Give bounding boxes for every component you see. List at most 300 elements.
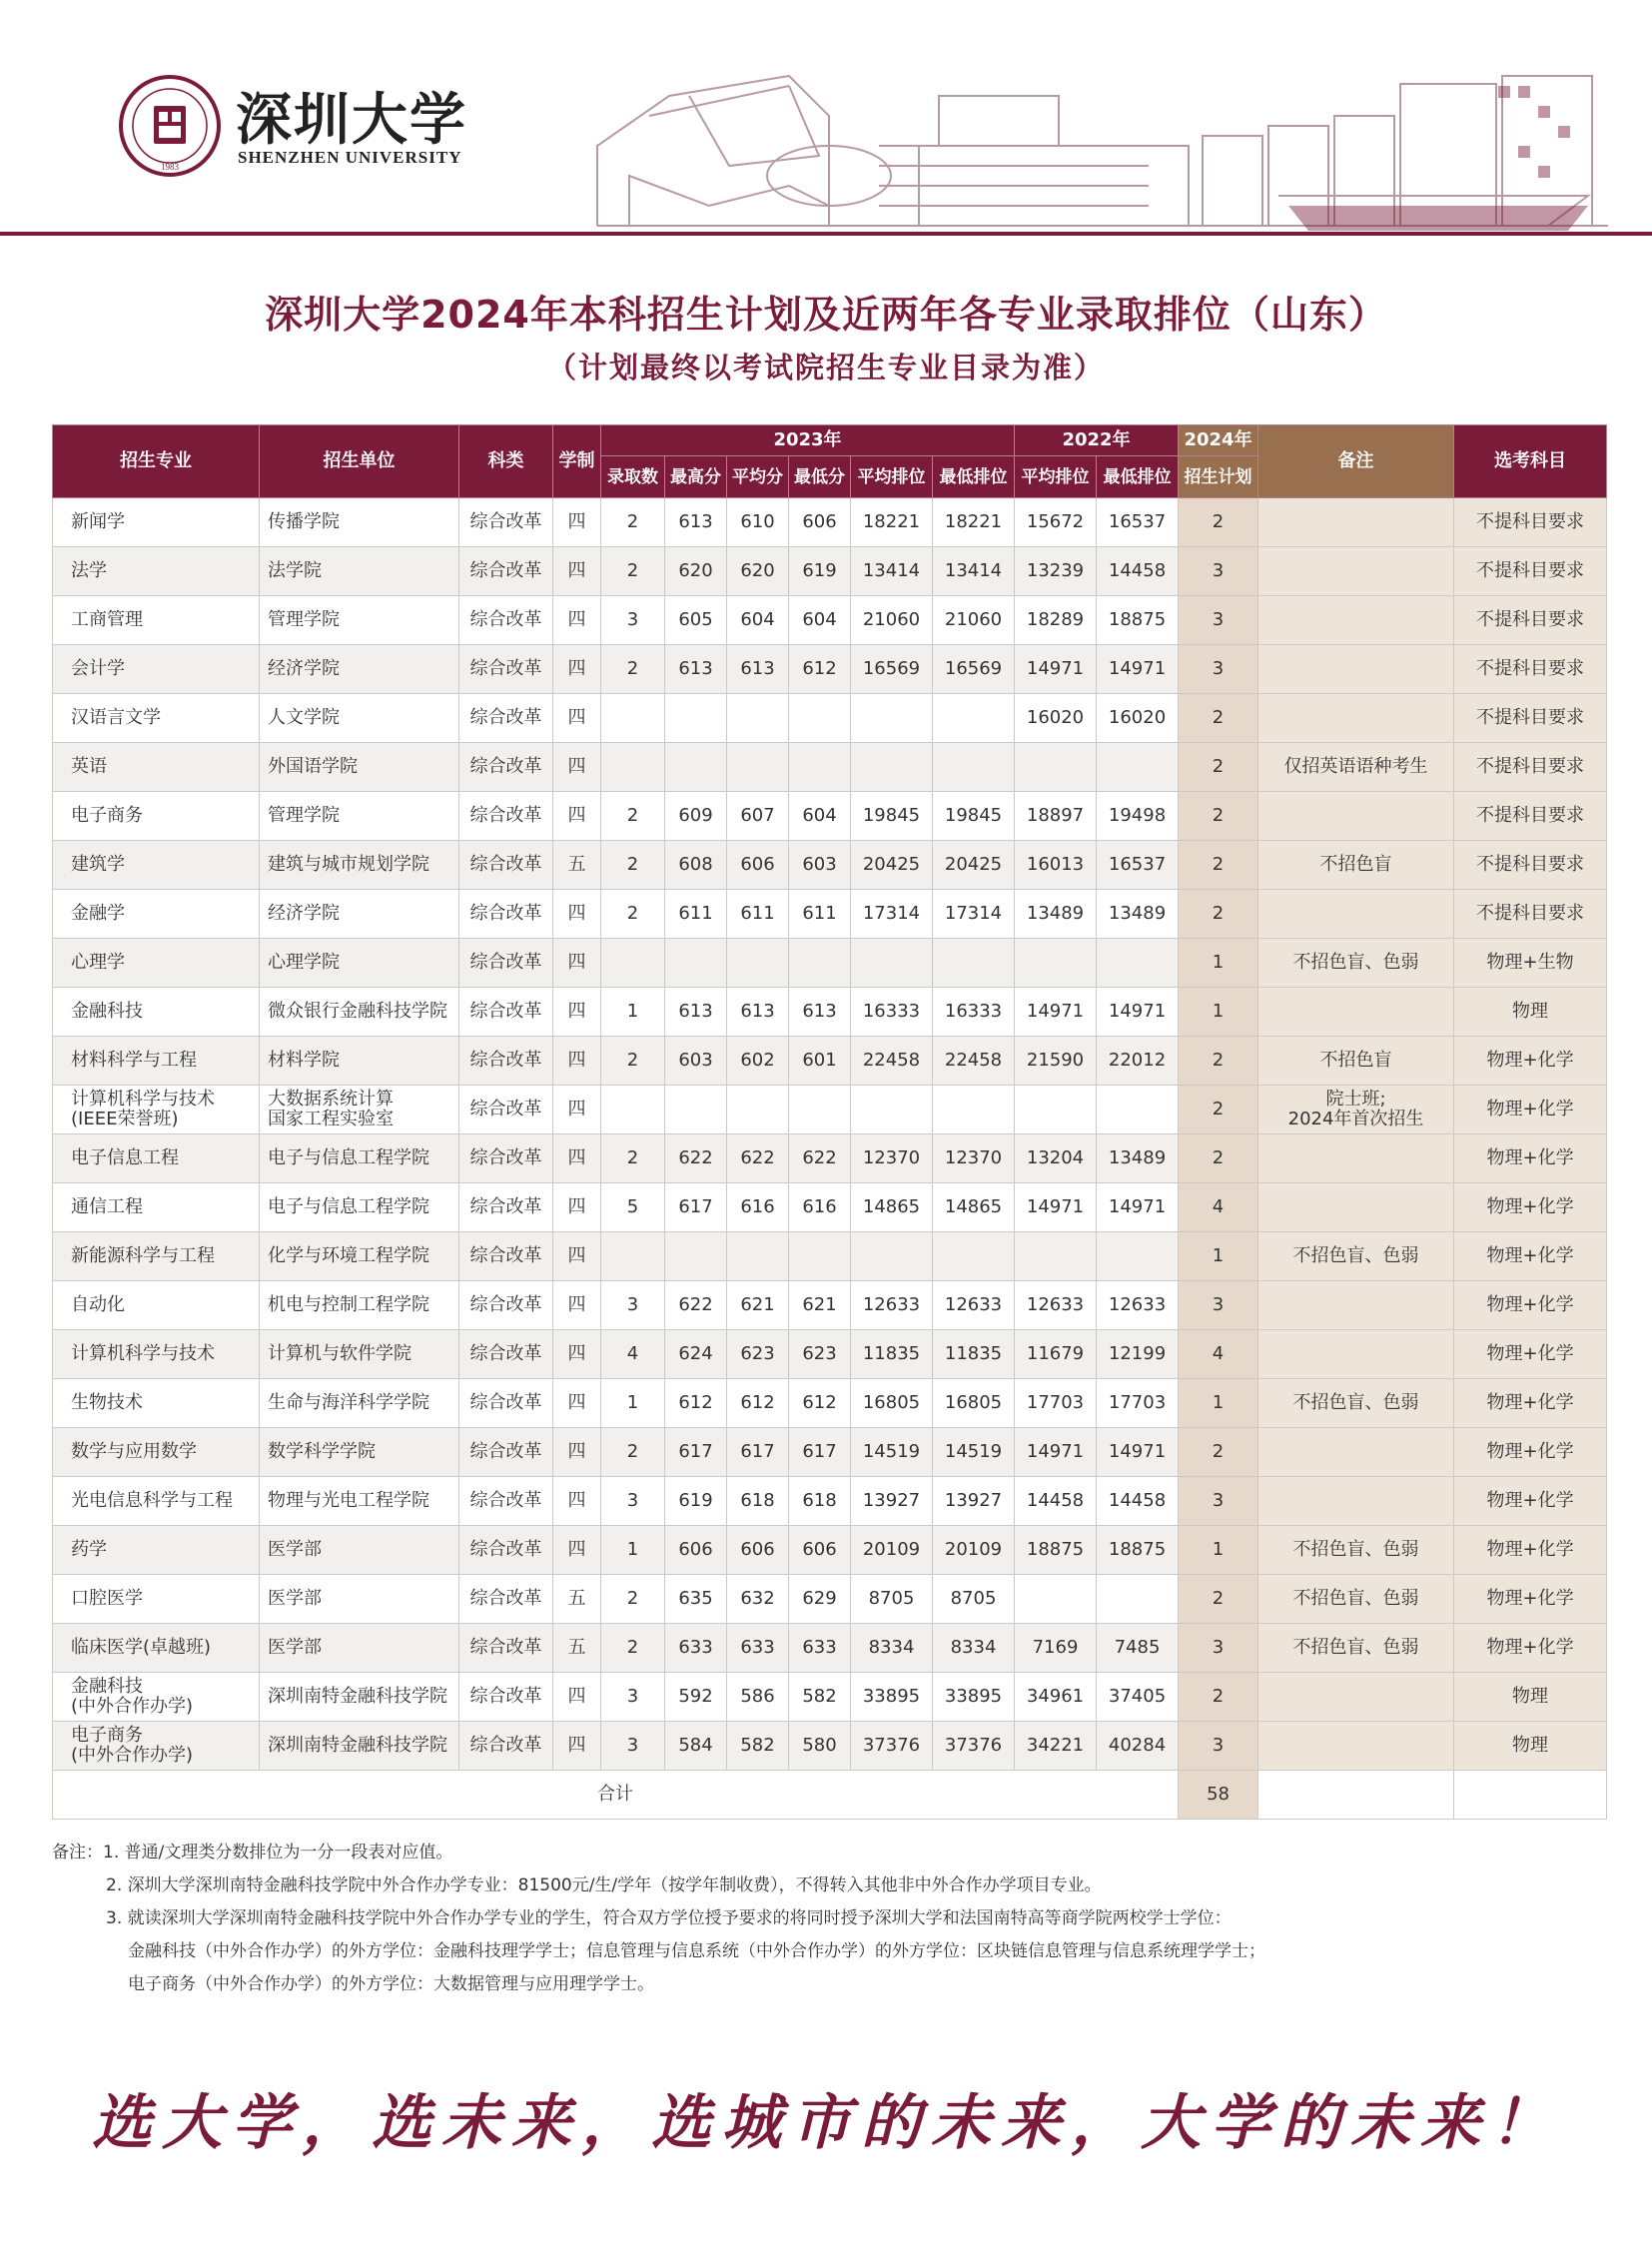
cell-mr: 11835 [933, 1330, 1015, 1379]
cell-note [1258, 1281, 1454, 1330]
total-note-empty [1258, 1771, 1454, 1820]
cell-ar: 20109 [851, 1526, 933, 1575]
cell-avg: 632 [727, 1575, 789, 1624]
cell-note: 仅招英语语种考生 [1258, 743, 1454, 792]
cell-note [1258, 694, 1454, 743]
header-subjects: 选考科目 [1454, 425, 1607, 498]
cell-subjects: 物理+化学 [1454, 1477, 1607, 1526]
table-row [53, 547, 1607, 596]
university-seal-icon [118, 74, 222, 178]
cell-plan: 3 [1179, 1281, 1258, 1330]
header-avg-rank: 平均排位 [851, 456, 933, 498]
cell-note [1258, 596, 1454, 645]
notes-section [52, 1837, 1610, 2001]
cell-years: 四 [553, 1183, 601, 1232]
cell-major-line1: 计算机科学与技术 [71, 1089, 215, 1110]
cell-max: 613 [665, 498, 727, 547]
cell-mr: 33895 [933, 1673, 1015, 1722]
cell-unit: 经济学院 [260, 890, 459, 939]
table-row [53, 1624, 1607, 1673]
cell-note [1258, 1134, 1454, 1183]
cell-ar [851, 694, 933, 743]
cell-mr [933, 939, 1015, 988]
cell-note [1258, 645, 1454, 694]
cell-major-line2: (中外合作办学) [71, 1745, 194, 1766]
cell-unit: 医学部 [260, 1526, 459, 1575]
header-avg-rank-2022: 平均排位 [1015, 456, 1097, 498]
cell-mr22: 17703 [1097, 1379, 1179, 1428]
cell-avg: 610 [727, 498, 789, 547]
cell-avg: 622 [727, 1134, 789, 1183]
cell-mr22: 14458 [1097, 1477, 1179, 1526]
slogan: 选大学，选未来，选城市的未来，大学的未来！ [92, 2088, 1560, 2158]
cell-subjects: 物理 [1454, 988, 1607, 1037]
cell-unit: 心理学院 [260, 939, 459, 988]
cell-ar22: 12633 [1015, 1281, 1097, 1330]
table-row [53, 1575, 1607, 1624]
cell-mr22: 37405 [1097, 1673, 1179, 1722]
cell-avg: 586 [727, 1673, 789, 1722]
cell-ar: 13927 [851, 1477, 933, 1526]
cell-mr22: 18875 [1097, 596, 1179, 645]
cell-category: 综合改革 [459, 743, 553, 792]
cell-ar [851, 939, 933, 988]
cell-category: 综合改革 [459, 1379, 553, 1428]
cell-n: 2 [601, 498, 665, 547]
note-1: 备注：1. 普通/文理类分数排位为一分一段表对应值。 [52, 1843, 453, 1863]
cell-category: 综合改革 [459, 1673, 553, 1722]
cell-n [601, 939, 665, 988]
cell-max [665, 939, 727, 988]
table-row [53, 1526, 1607, 1575]
cell-unit: 深圳南特金融科技学院 [260, 1722, 459, 1771]
cell-ar22: 18897 [1015, 792, 1097, 841]
cell-min: 619 [789, 547, 851, 596]
cell-ar: 8334 [851, 1624, 933, 1673]
cell-mr: 18221 [933, 498, 1015, 547]
admission-table [52, 424, 1607, 1820]
cell-note: 不招色盲、色弱 [1258, 1379, 1454, 1428]
cell-min: 618 [789, 1477, 851, 1526]
cell-unit: 电子与信息工程学院 [260, 1134, 459, 1183]
cell-n [601, 1086, 665, 1134]
table-row [53, 1477, 1607, 1526]
cell-category: 综合改革 [459, 1722, 553, 1771]
cell-unit: 人文学院 [260, 694, 459, 743]
page-title: 深圳大学2024年本科招生计划及近两年各专业录取排位（山东） [265, 293, 1387, 337]
table-row [53, 939, 1607, 988]
cell-note: 不招色盲、色弱 [1258, 1232, 1454, 1281]
cell-ar: 19845 [851, 792, 933, 841]
cell-mr22: 14458 [1097, 547, 1179, 596]
cell-ar22: 11679 [1015, 1330, 1097, 1379]
svg-text:1983: 1983 [161, 162, 179, 172]
table-body [53, 498, 1607, 1820]
header-avg-score: 平均分 [727, 456, 789, 498]
cell-min: 623 [789, 1330, 851, 1379]
cell-max [665, 1232, 727, 1281]
cell-unit: 数学科学学院 [260, 1428, 459, 1477]
cell-n [601, 743, 665, 792]
cell-ar: 12370 [851, 1134, 933, 1183]
page-subtitle: （计划最终以考试院招生专业目录为准） [546, 351, 1105, 384]
cell-max: 613 [665, 988, 727, 1037]
cell-subjects: 物理+化学 [1454, 1086, 1607, 1134]
cell-note [1258, 1673, 1454, 1722]
cell-mr: 8334 [933, 1624, 1015, 1673]
cell-subjects: 物理+化学 [1454, 1379, 1607, 1428]
cell-ar: 16333 [851, 988, 933, 1037]
cell-category: 综合改革 [459, 498, 553, 547]
cell-plan: 2 [1179, 498, 1258, 547]
cell-ar: 12633 [851, 1281, 933, 1330]
cell-years: 四 [553, 1281, 601, 1330]
cell-years: 四 [553, 1477, 601, 1526]
header-min-rank: 最低排位 [933, 456, 1015, 498]
cell-mr22: 12199 [1097, 1330, 1179, 1379]
cell-subjects: 不提科目要求 [1454, 890, 1607, 939]
cell-plan: 3 [1179, 596, 1258, 645]
table-row [53, 1722, 1607, 1771]
cell-mr: 16569 [933, 645, 1015, 694]
cell-major-line2: (中外合作办学) [71, 1696, 194, 1717]
cell-note [1258, 792, 1454, 841]
cell-plan: 3 [1179, 645, 1258, 694]
cell-mr22: 14971 [1097, 1428, 1179, 1477]
cell-ar22: 16020 [1015, 694, 1097, 743]
cell-max [665, 743, 727, 792]
cell-mr: 16333 [933, 988, 1015, 1037]
cell-avg [727, 694, 789, 743]
cell-ar22: 13204 [1015, 1134, 1097, 1183]
cell-unit: 医学部 [260, 1575, 459, 1624]
cell-avg [727, 1232, 789, 1281]
cell-n: 3 [601, 1477, 665, 1526]
cell-n: 4 [601, 1330, 665, 1379]
cell-ar: 16805 [851, 1379, 933, 1428]
cell-category: 综合改革 [459, 1575, 553, 1624]
cell-unit: 微众银行金融科技学院 [260, 988, 459, 1037]
header-note: 备注 [1258, 425, 1454, 498]
header-plan: 招生计划 [1179, 456, 1258, 498]
cell-ar22 [1015, 1086, 1097, 1134]
cell-note: 不招色盲、色弱 [1258, 1575, 1454, 1624]
note-3: 3. 就读深圳大学深圳南特金融科技学院中外合作办学专业的学生，符合双方学位授予要求的将同时授予深圳大学和法国南特高等商学院两校学士学位： [106, 1908, 1232, 1928]
header-2023: 2023年 [601, 425, 1015, 456]
cell-years: 四 [553, 1330, 601, 1379]
cell-n [601, 1232, 665, 1281]
cell-mr22: 14971 [1097, 645, 1179, 694]
cell-ar22: 18875 [1015, 1526, 1097, 1575]
header-min-score: 最低分 [789, 456, 851, 498]
cell-major: 建筑学 [53, 841, 260, 890]
cell-min: 612 [789, 645, 851, 694]
cell-ar: 14865 [851, 1183, 933, 1232]
cell-note [1258, 1477, 1454, 1526]
cell-n: 2 [601, 841, 665, 890]
cell-unit: 经济学院 [260, 645, 459, 694]
cell-mr: 22458 [933, 1037, 1015, 1086]
cell-subjects: 不提科目要求 [1454, 547, 1607, 596]
cell-ar22 [1015, 743, 1097, 792]
cell-ar22: 14971 [1015, 1183, 1097, 1232]
cell-unit-line1: 大数据系统计算 [268, 1089, 394, 1110]
cell-ar: 18221 [851, 498, 933, 547]
cell-ar22: 13239 [1015, 547, 1097, 596]
cell-min: 611 [789, 890, 851, 939]
cell-n: 1 [601, 1379, 665, 1428]
cell-note: 不招色盲 [1258, 1037, 1454, 1086]
cell-mr: 14519 [933, 1428, 1015, 1477]
table-row [53, 1673, 1607, 1722]
cell-subjects: 不提科目要求 [1454, 792, 1607, 841]
cell-plan: 1 [1179, 1232, 1258, 1281]
cell-plan: 3 [1179, 547, 1258, 596]
cell-years: 四 [553, 1526, 601, 1575]
cell-ar: 14519 [851, 1428, 933, 1477]
cell-unit: 外国语学院 [260, 743, 459, 792]
cell-avg: 606 [727, 1526, 789, 1575]
cell-mr22: 40284 [1097, 1722, 1179, 1771]
cell-mr [933, 694, 1015, 743]
cell-unit: 管理学院 [260, 596, 459, 645]
table-row [53, 1134, 1607, 1183]
cell-mr22 [1097, 939, 1179, 988]
cell-mr: 37376 [933, 1722, 1015, 1771]
cell-note [1258, 1428, 1454, 1477]
cell-note [1258, 1330, 1454, 1379]
cell-mr: 21060 [933, 596, 1015, 645]
cell-subjects: 不提科目要求 [1454, 743, 1607, 792]
cell-unit: 深圳南特金融科技学院 [260, 1673, 459, 1722]
cell-years: 四 [553, 988, 601, 1037]
cell-ar: 21060 [851, 596, 933, 645]
cell-plan: 1 [1179, 939, 1258, 988]
cell-subjects: 物理+化学 [1454, 1183, 1607, 1232]
cell-major: 金融科技 [53, 988, 260, 1037]
cell-mr: 13927 [933, 1477, 1015, 1526]
cell-major-line1: 电子商务 [71, 1725, 143, 1746]
cell-ar: 11835 [851, 1330, 933, 1379]
header-divider [0, 232, 1652, 236]
cell-note [1258, 988, 1454, 1037]
cell-unit: 传播学院 [260, 498, 459, 547]
table-row [53, 1330, 1607, 1379]
cell-category: 综合改革 [459, 988, 553, 1037]
cell-n: 2 [601, 1134, 665, 1183]
cell-plan: 3 [1179, 1722, 1258, 1771]
header-unit: 招生单位 [260, 425, 459, 498]
cell-note: 不招色盲、色弱 [1258, 1624, 1454, 1673]
cell-category: 综合改革 [459, 841, 553, 890]
cell-mr: 12370 [933, 1134, 1015, 1183]
cell-avg: 618 [727, 1477, 789, 1526]
cell-major: 自动化 [53, 1281, 260, 1330]
campus-skyline-illustration [589, 56, 1608, 236]
cell-mr22 [1097, 1232, 1179, 1281]
cell-note: 不招色盲、色弱 [1258, 939, 1454, 988]
cell-max: 617 [665, 1428, 727, 1477]
total-row [53, 1771, 1607, 1820]
cell-min [789, 939, 851, 988]
cell-max [665, 1086, 727, 1134]
cell-unit: 管理学院 [260, 792, 459, 841]
cell-mr: 12633 [933, 1281, 1015, 1330]
cell-ar22 [1015, 939, 1097, 988]
cell-major: 金融学 [53, 890, 260, 939]
cell-max: 619 [665, 1477, 727, 1526]
cell-note [1258, 890, 1454, 939]
cell-ar22: 14458 [1015, 1477, 1097, 1526]
header-major: 招生专业 [53, 425, 260, 498]
cell-max: 611 [665, 890, 727, 939]
table-row [53, 1428, 1607, 1477]
cell-unit: 计算机与软件学院 [260, 1330, 459, 1379]
cell-years: 四 [553, 596, 601, 645]
cell-n: 2 [601, 547, 665, 596]
cell-major: 心理学 [53, 939, 260, 988]
cell-max: 608 [665, 841, 727, 890]
cell-plan: 1 [1179, 1526, 1258, 1575]
cell-subjects: 不提科目要求 [1454, 498, 1607, 547]
note-4: 金融科技（中外合作办学）的外方学位：金融科技理学学士；信息管理与信息系统（中外合作办学）的外方学位：区块链信息管理与信息系统理学学士； [128, 1941, 1265, 1961]
note-2: 2. 深圳大学深圳南特金融科技学院中外合作办学专业：81500元/生/学年（按学年制收费），不得转入其他非中外合作办学项目专业。 [106, 1875, 1102, 1895]
cell-avg: 606 [727, 841, 789, 890]
cell-note [1258, 498, 1454, 547]
cell-subjects: 物理+化学 [1454, 1624, 1607, 1673]
cell-avg [727, 939, 789, 988]
cell-mr22: 16020 [1097, 694, 1179, 743]
cell-category: 综合改革 [459, 1281, 553, 1330]
header-min-rank-2022: 最低排位 [1097, 456, 1179, 498]
cell-min: 582 [789, 1673, 851, 1722]
cell-mr22: 13489 [1097, 1134, 1179, 1183]
table-row [53, 1379, 1607, 1428]
cell-max: 609 [665, 792, 727, 841]
cell-ar22: 15672 [1015, 498, 1097, 547]
cell-plan: 1 [1179, 988, 1258, 1037]
cell-avg: 613 [727, 645, 789, 694]
cell-n: 1 [601, 988, 665, 1037]
cell-max: 624 [665, 1330, 727, 1379]
cell-min [789, 694, 851, 743]
cell-mr22: 7485 [1097, 1624, 1179, 1673]
page-header [0, 0, 1652, 236]
cell-mr: 16805 [933, 1379, 1015, 1428]
cell-max: 633 [665, 1624, 727, 1673]
cell-subjects: 物理+化学 [1454, 1526, 1607, 1575]
cell-mr [933, 1086, 1015, 1134]
cell-avg: 602 [727, 1037, 789, 1086]
note-5: 电子商务（中外合作办学）的外方学位：大数据管理与应用理学学士。 [128, 1974, 654, 1994]
header-category: 科类 [459, 425, 553, 498]
cell-category: 综合改革 [459, 1134, 553, 1183]
cell-subjects: 不提科目要求 [1454, 694, 1607, 743]
cell-n: 2 [601, 1624, 665, 1673]
cell-note-line2: 2024年首次招生 [1287, 1109, 1424, 1129]
cell-major: 法学 [53, 547, 260, 596]
cell-note [1258, 1722, 1454, 1771]
total-label: 合计 [53, 1771, 1179, 1820]
cell-plan: 2 [1179, 1673, 1258, 1722]
cell-n: 2 [601, 1037, 665, 1086]
cell-major: 电子商务 [53, 792, 260, 841]
cell-n: 2 [601, 890, 665, 939]
cell-years: 四 [553, 645, 601, 694]
cell-ar: 13414 [851, 547, 933, 596]
cell-years: 四 [553, 890, 601, 939]
table-row [53, 841, 1607, 890]
cell-major: 药学 [53, 1526, 260, 1575]
cell-major: 材料科学与工程 [53, 1037, 260, 1086]
cell-mr: 19845 [933, 792, 1015, 841]
cell-major: 新闻学 [53, 498, 260, 547]
cell-n: 3 [601, 1722, 665, 1771]
cell-years: 四 [553, 743, 601, 792]
cell-years: 五 [553, 1624, 601, 1673]
cell-note: 不招色盲 [1258, 841, 1454, 890]
cell-major: 新能源科学与工程 [53, 1232, 260, 1281]
cell-major: 数学与应用数学 [53, 1428, 260, 1477]
cell-subjects: 不提科目要求 [1454, 841, 1607, 890]
cell-min [789, 1086, 851, 1134]
cell-plan: 2 [1179, 1428, 1258, 1477]
cell-category: 综合改革 [459, 1330, 553, 1379]
cell-ar [851, 1232, 933, 1281]
table-row [53, 1281, 1607, 1330]
cell-mr22: 12633 [1097, 1281, 1179, 1330]
total-subjects-empty [1454, 1771, 1607, 1820]
cell-min: 580 [789, 1722, 851, 1771]
cell-years: 四 [553, 1673, 601, 1722]
table-row [53, 694, 1607, 743]
cell-n: 3 [601, 1673, 665, 1722]
cell-unit: 医学部 [260, 1624, 459, 1673]
cell-note [1258, 1183, 1454, 1232]
cell-mr22: 14971 [1097, 1183, 1179, 1232]
cell-max: 622 [665, 1134, 727, 1183]
cell-category: 综合改革 [459, 1477, 553, 1526]
cell-ar: 33895 [851, 1673, 933, 1722]
cell-years: 四 [553, 694, 601, 743]
table-row [53, 890, 1607, 939]
cell-n: 2 [601, 1575, 665, 1624]
cell-mr: 13414 [933, 547, 1015, 596]
table-row [53, 988, 1607, 1037]
cell-plan: 4 [1179, 1183, 1258, 1232]
table-row [53, 596, 1607, 645]
cell-note [1258, 1086, 1454, 1134]
cell-ar [851, 743, 933, 792]
cell-major: 通信工程 [53, 1183, 260, 1232]
cell-note: 不招色盲、色弱 [1258, 1526, 1454, 1575]
cell-ar: 17314 [851, 890, 933, 939]
cell-subjects: 物理+化学 [1454, 1281, 1607, 1330]
table-row [53, 1086, 1607, 1134]
cell-unit: 建筑与城市规划学院 [260, 841, 459, 890]
cell-unit: 材料学院 [260, 1037, 459, 1086]
cell-avg: 617 [727, 1428, 789, 1477]
cell-mr22: 13489 [1097, 890, 1179, 939]
cell-subjects: 物理 [1454, 1673, 1607, 1722]
cell-years: 四 [553, 1086, 601, 1134]
cell-ar22: 34221 [1015, 1722, 1097, 1771]
cell-n: 1 [601, 1526, 665, 1575]
cell-major-line2: (IEEE荣誉班) [71, 1109, 179, 1129]
cell-avg: 612 [727, 1379, 789, 1428]
cell-plan: 2 [1179, 1575, 1258, 1624]
cell-max: 612 [665, 1379, 727, 1428]
